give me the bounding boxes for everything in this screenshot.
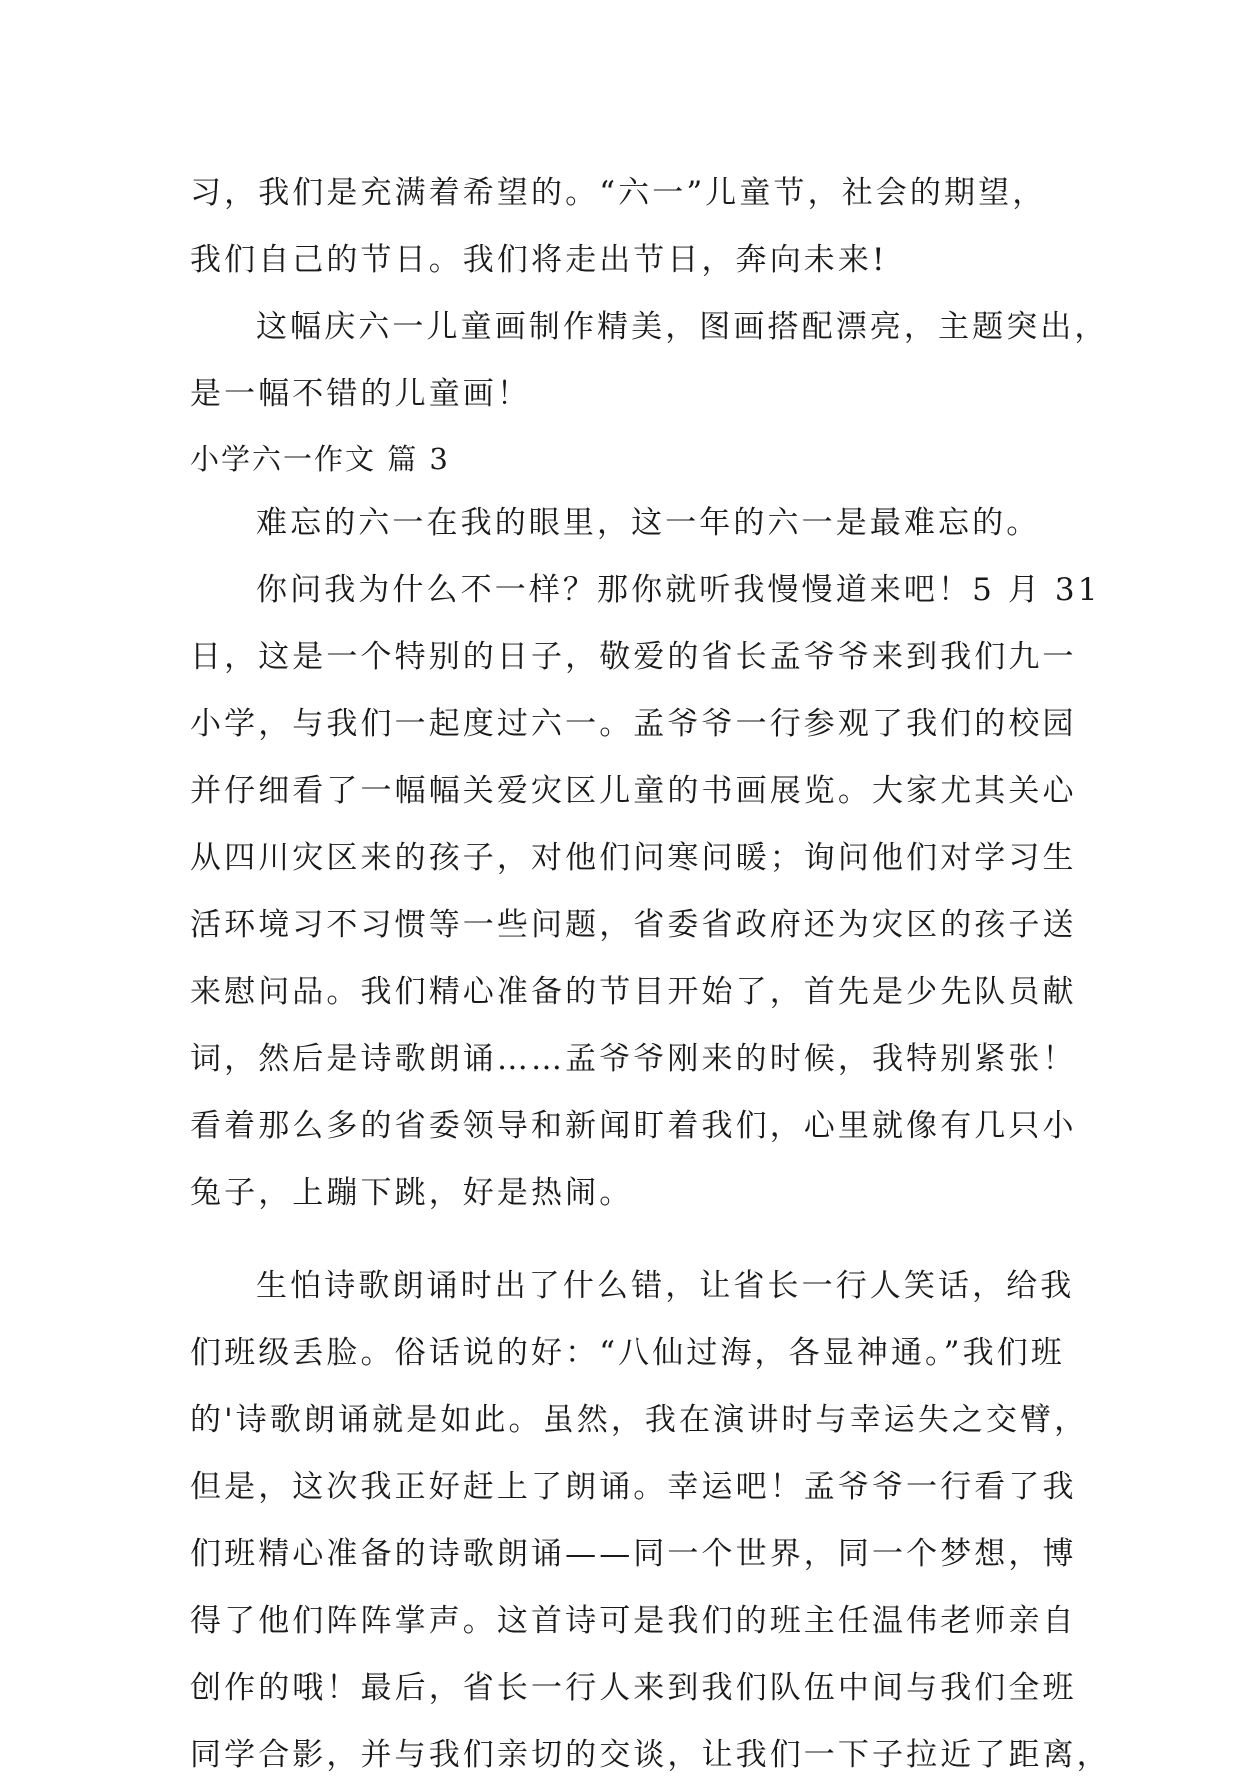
text-line: 我们自己的节日。我们将走出节日，奔向未来! [190,242,888,278]
paragraph-gap [190,1227,1070,1253]
text-line: 看着那么多的省委领导和新闻盯着我们，心里就像有几只小 [190,1108,1077,1144]
text-line: 是一幅不错的儿童画！ [190,376,531,412]
text-line: 习，我们是充满着希望的。“六一”儿童节，社会的期望， [190,175,1047,211]
section-heading: 小学六一作文 篇 3 [190,442,450,476]
text-line: 得了他们阵阵掌声。这首诗可是我们的班主任温伟老师亲自 [190,1603,1077,1639]
text-line: 日，这是一个特别的日子，敬爱的省长孟爷爷来到我们九一 [190,639,1077,675]
text-line: 你问我为什么不一样？那你就听我慢慢道来吧！5 月 31 [256,572,1101,608]
text-line: 的'诗歌朗诵就是如此。虽然，我在演讲时与幸运失之交臂， [190,1402,1089,1438]
text-line: 并仔细看了一幅幅关爱灾区儿童的书画展览。大家尤其关心 [190,773,1077,809]
text-line: 们班精心准备的诗歌朗诵——同一个世界，同一个梦想，博 [190,1536,1077,1572]
text-line: 同学合影，并与我们亲切的交谈，让我们一下子拉近了距离， [190,1737,1111,1773]
text-line: 词，然后是诗歌朗诵……孟爷爷刚来的时候，我特别紧张！ [190,1041,1077,1077]
text-line: 但是，这次我正好赶上了朗诵。幸运吧！孟爷爷一行看了我 [190,1469,1077,1505]
text-line: 们班级丢脸。俗话说的好：“八仙过海，各显神通。”我们班 [190,1335,1065,1371]
text-line: 活环境习不习惯等一些问题，省委省政府还为灾区的孩子送 [190,907,1077,943]
text-line: 来慰问品。我们精心准备的节目开始了，首先是少先队员献 [190,974,1077,1010]
text-line: 创作的哦！最后，省长一行人来到我们队伍中间与我们全班 [190,1670,1077,1706]
text-line: 难忘的六一在我的眼里，这一年的六一是最难忘的。 [256,505,1041,541]
text-line: 生怕诗歌朗诵时出了什么错，让省长一行人笑话，给我 [256,1268,1075,1304]
text-line: 这幅庆六一儿童画制作精美，图画搭配漂亮，主题突出， [256,309,1109,345]
text-line: 兔子，上蹦下跳，好是热闹。 [190,1175,634,1211]
document-page [190,160,1111,1789]
text-line: 小学，与我们一起度过六一。孟爷爷一行参观了我们的校园 [190,706,1077,742]
text-line: 从四川灾区来的孩子，对他们问寒问暖；询问他们对学习生 [190,840,1077,876]
